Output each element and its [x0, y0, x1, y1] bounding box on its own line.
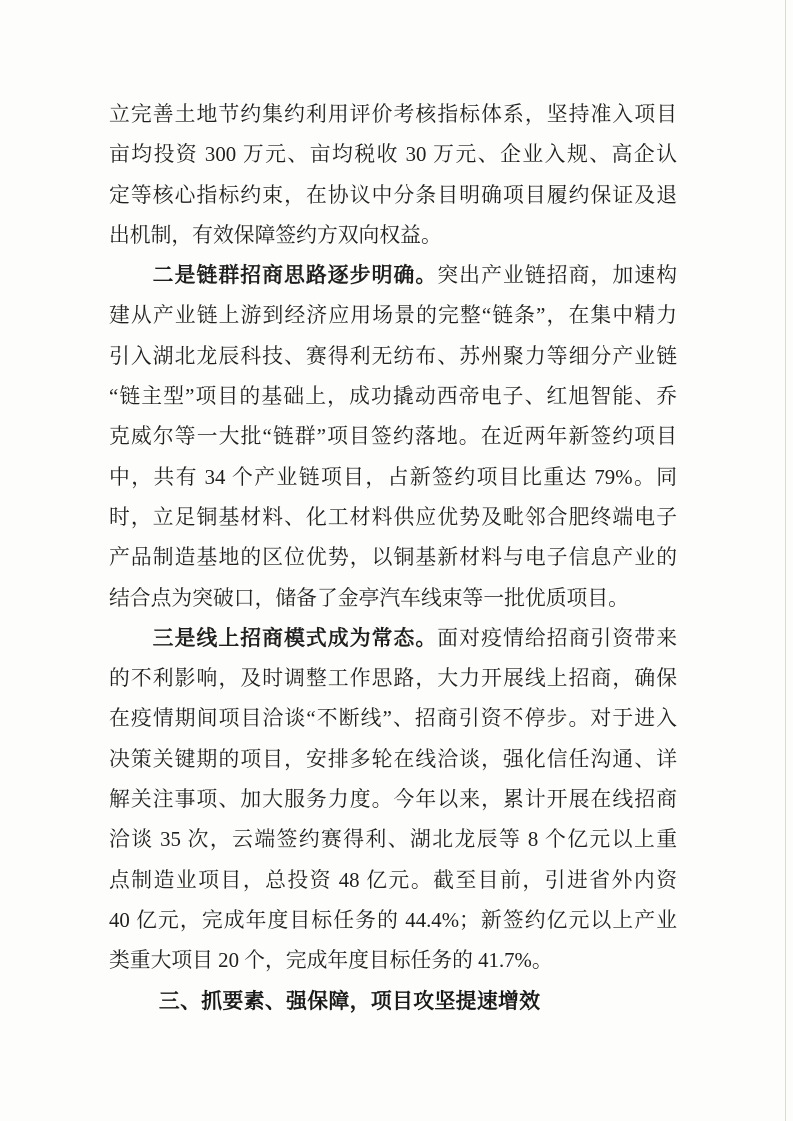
text-line: 产品制造基地的区位优势，以铜基新材料与电子信息产业的 [109, 546, 677, 570]
text-line: 亩均投资 300 万元、亩均税收 30 万元、企业入规、高企认 [109, 143, 677, 167]
section-heading: 三、抓要素、强保障，项目攻坚提速增效 [158, 989, 541, 1013]
paragraph-lead: 二是链群招商思路逐步明确。 [152, 264, 438, 288]
scan-edge-line [785, 0, 786, 1121]
document-body [109, 95, 677, 1022]
text-segment: 突出产业链招商，加速构 [437, 264, 678, 288]
paragraph [109, 619, 677, 982]
text-line [109, 619, 677, 659]
text-line: 40 亿元，完成年度目标任务的 44.4%；新签约亿元以上产业 [109, 908, 677, 932]
text-line: 建从产业链上游到经济应用场景的完整“链条”，在集中精力 [109, 304, 677, 328]
paragraph [109, 256, 677, 619]
text-line: 决策关键期的项目，安排多轮在线洽谈，强化信任沟通、详 [109, 747, 677, 771]
text-line: 出机制，有效保障签约方双向权益。 [109, 223, 442, 247]
text-line: “链主型”项目的基础上，成功撬动西帝电子、红旭智能、乔 [109, 385, 677, 409]
text-line: 立完善土地节约集约利用评价考核指标体系，坚持准入项目 [109, 103, 677, 126]
text-line: 洽谈 35 次，云端签约赛得利、湖北龙辰等 8 个亿元以上重 [109, 828, 677, 852]
text-line: 时，立足铜基材料、化工材料供应优势及毗邻合肥终端电子 [109, 505, 677, 529]
paragraph [109, 95, 677, 256]
text-line: 在疫情期间项目洽谈“不断线”、招商引资不停步。对于进入 [109, 707, 677, 731]
text-line: 结合点为突破口，储备了金亭汽车线束等一批优质项目。 [109, 586, 629, 610]
text-line [109, 256, 677, 296]
text-line: 类重大项目 20 个，完成年度目标任务的 41.7%。 [109, 949, 553, 973]
text-line: 点制造业项目，总投资 48 亿元。截至目前，引进省外内资 [109, 868, 677, 892]
text-line: 克威尔等一大批“链群”项目签约落地。在近两年新签约项目 [109, 425, 677, 449]
paragraph-lead: 三是线上招商模式成为常态。 [152, 626, 438, 650]
text-line: 的不利影响，及时调整工作思路，大力开展线上招商，确保 [109, 667, 677, 691]
text-line: 引入湖北龙辰科技、赛得利无纺布、苏州聚力等细分产业链 [109, 344, 677, 368]
text-line: 定等核心指标约束，在协议中分条目明确项目履约保证及退 [109, 183, 677, 207]
text-line: 解关注事项、加大服务力度。今年以来，累计开展在线招商 [109, 788, 677, 812]
text-segment: 面对疫情给招商引资带来 [437, 626, 678, 650]
text-line: 中，共有 34 个产业链项目，占新签约项目比重达 79%。同 [109, 465, 677, 489]
